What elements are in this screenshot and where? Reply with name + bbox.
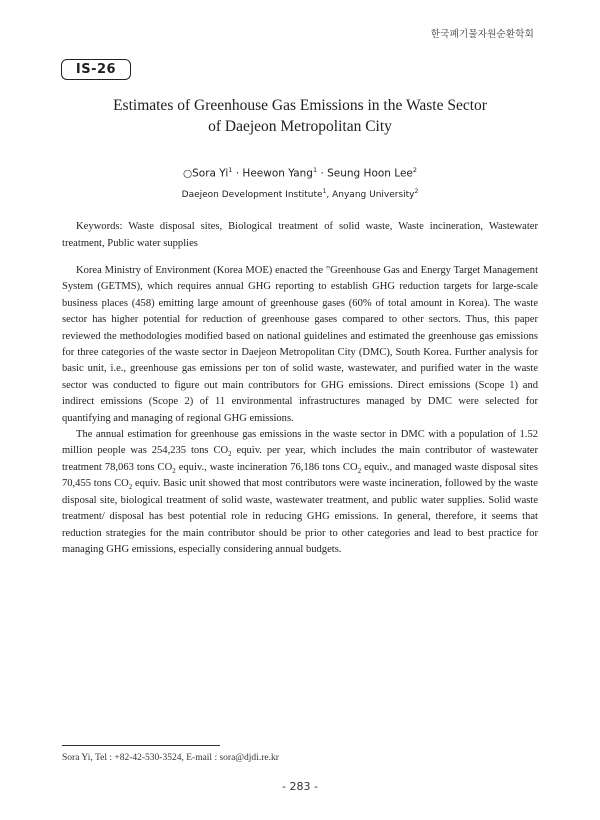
- author-affil-sup: 1: [312, 166, 318, 174]
- title-line-1: Estimates of Greenhouse Gas Emissions in the Waste Sector: [113, 97, 487, 114]
- affiliation-list: [60, 188, 540, 200]
- author-list: [60, 166, 540, 180]
- subscript-2: 2: [172, 466, 176, 475]
- affiliation-name: Daejeon Development Institute: [181, 190, 323, 200]
- page-number: - 283 -: [282, 780, 318, 793]
- affiliation-name: Anyang University: [332, 190, 415, 200]
- keywords: [62, 218, 538, 252]
- subscript-2: 2: [228, 450, 232, 459]
- abstract-paragraph-1: Korea Ministry of Environment (Korea MOE) enacted the "Greenhouse Gas and Energy Target Management System (GETMS), which requires annual GHG reporting to establish GHG reduction targets for large-scale business places (458) emitting large amount of greenhouse gases (60% of total amount in Korea). The waste sector has higher potential for reduction of greenhouse gases compared to other sectors. Thus, this paper reviewed the methodologies modified based on national guidelines and estimated the greenhouse gas emissions for three categories of the waste sector in Daejeon Metropolitan City (DMC), South Korea. Further analysis for basic unit, i.e., greenhouse gas emissions per ton of solid waste, wastewater, and purified water in the waste sector was conducted to figure out main contributors for GHG emissions. Direct emissions (Scope 1) and indirect emissions (Scope 2) of 11 environmental infrastructures managed by DMC were selected for quantifying and managing of regional GHG emissions.: [62, 265, 538, 424]
- abstract-body: [62, 263, 538, 558]
- footnote-divider: [62, 745, 220, 746]
- title-line-2: of Daejeon Metropolitan City: [208, 118, 392, 135]
- author-affil-sup: 1: [228, 166, 233, 174]
- author-name: Sora Yi: [192, 167, 229, 180]
- running-header: 한국폐기물자원순환학회: [430, 29, 534, 40]
- paper-title: [60, 95, 540, 137]
- affiliation-sup: 2: [414, 188, 419, 195]
- footnote-contact: Sora Yi, Tel : +82-42-530-3524, E-mail : sora@djdi.re.kr: [62, 753, 279, 763]
- author-separator: ·: [232, 167, 243, 180]
- affiliation-separator: ,: [326, 190, 333, 200]
- keywords-label: Keywords:: [76, 221, 123, 232]
- author-affil-sup: 2: [412, 166, 418, 174]
- presenter-mark: ○: [182, 167, 193, 180]
- subscript-2: 2: [357, 466, 362, 475]
- author-name: Heewon Yang: [242, 167, 313, 180]
- affiliation-sup: 1: [322, 188, 327, 195]
- keywords-text: Waste disposal sites, Biological treatment of solid waste, Waste incineration, Wastewater treatment, Public water supplies: [62, 221, 538, 249]
- session-code-badge: IS-26: [61, 59, 131, 80]
- subscript-2: 2: [128, 483, 133, 492]
- abstract-paragraph-2: The annual estimation for greenhouse gas emissions in the waste sector in DMC with a population of 1.52 million people was 254,235 tons $CO_2$ equiv. per year, which includes the main contributor of wastewater treatment 78,063 tons $CO_2$ equiv., waste incineration 76,186 tons $CO_2$ equiv., and managed waste disposal sites 70,455 tons $CO_2$ equiv. Basic unit showed that most contributors were waste incineration, followed by the waste disposal site, biological treatment of solid waste, wastewater treatment, and public water supplies. Solid waste treatment/ disposal has best potential role in reducing GHG emissions. In general, therefore, it seems that reduction strategies for the main contributor should be prior to other categories and lead to best practice for managing GHG emissions, especially considering annual budgets.: [62, 429, 539, 555]
- author-name: Seung Hoon Lee: [327, 167, 413, 180]
- author-separator: ·: [317, 167, 328, 180]
